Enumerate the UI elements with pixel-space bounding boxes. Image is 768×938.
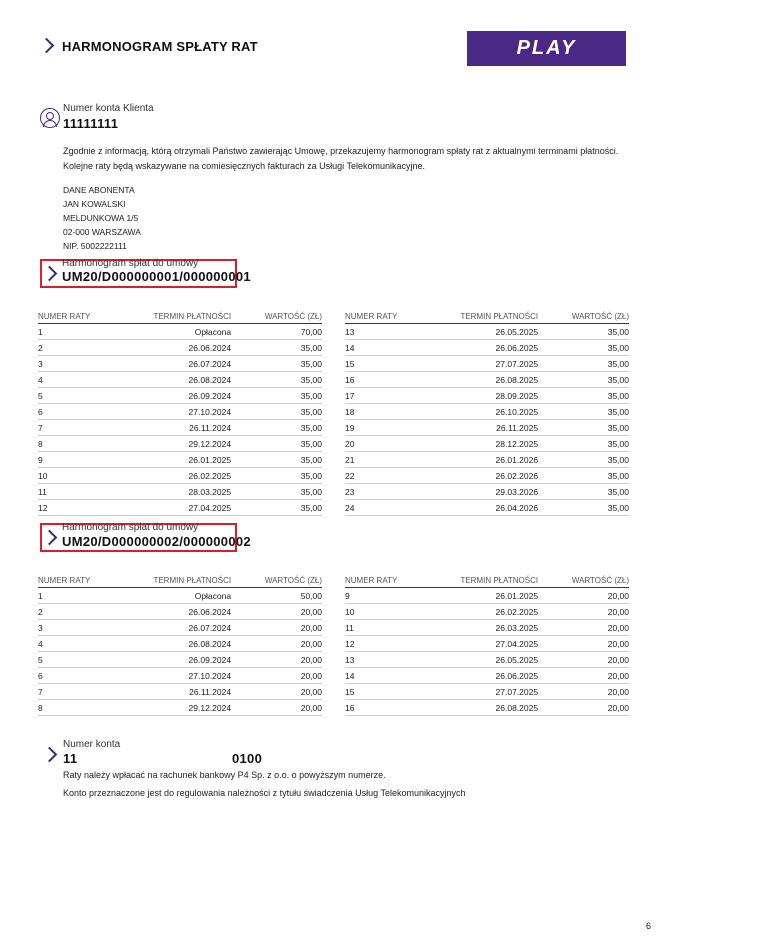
intro-line-2: Kolejne raty będą wskazywane na comiesięcznych fakturach za Usługi Telekomunikacyjne.: [63, 161, 426, 171]
due-date: 29.03.2026: [453, 484, 538, 500]
table-row: [38, 668, 322, 684]
user-icon: [40, 108, 60, 128]
table-row: [38, 500, 322, 516]
schedule-table-1-left: [38, 309, 322, 516]
table-row: [345, 420, 629, 436]
table-row: [345, 484, 629, 500]
amount: 20,00: [231, 700, 322, 716]
due-date: 26.08.2025: [453, 372, 538, 388]
table-row: [345, 436, 629, 452]
amount: 35,00: [231, 340, 322, 356]
table-row: [38, 468, 322, 484]
amount: 35,00: [538, 500, 629, 516]
due-date: 27.04.2025: [453, 636, 538, 652]
column-header-value: WARTOŚĆ (ZŁ): [231, 309, 322, 324]
table-row: [345, 324, 629, 340]
installment-number: 13: [345, 324, 453, 340]
due-date: 28.12.2025: [453, 436, 538, 452]
installment-number: 24: [345, 500, 453, 516]
table-header-row: [345, 573, 629, 588]
due-date: 26.07.2024: [146, 356, 231, 372]
account-number-label: Numer konta: [63, 739, 121, 750]
schedule-table-1-right: [345, 309, 629, 516]
table-header-row: [38, 573, 322, 588]
table-row: [38, 388, 322, 404]
due-date: 26.08.2024: [146, 372, 231, 388]
amount: 20,00: [538, 604, 629, 620]
schedule-table-2-left: [38, 573, 322, 716]
table-row: [345, 636, 629, 652]
amount: 35,00: [538, 356, 629, 372]
amount: 35,00: [231, 372, 322, 388]
table-row: [345, 404, 629, 420]
intro-line-1: Zgodnie z informacją, którą otrzymali Państwo zawierając Umowę, przekazujemy harmonogram spłaty rat z aktualnymi terminami płatności.: [63, 146, 619, 156]
chevron-right-icon: [42, 747, 58, 763]
amount: 35,00: [231, 356, 322, 372]
contract-1-number: UM20/D000000001/000000001: [62, 269, 251, 284]
installment-number: 8: [38, 436, 146, 452]
amount: 20,00: [538, 652, 629, 668]
due-date: 26.06.2025: [453, 340, 538, 356]
amount: 35,00: [538, 468, 629, 484]
due-date: 27.10.2024: [146, 668, 231, 684]
table-row: [38, 484, 322, 500]
schedule-table-2-right: [345, 573, 629, 716]
table-row: [38, 588, 322, 604]
due-date: 26.01.2025: [146, 452, 231, 468]
due-date: 26.01.2025: [453, 588, 538, 604]
amount: 35,00: [231, 468, 322, 484]
subscriber-street: MELDUNKOWA 1/5: [63, 213, 139, 223]
due-date: 26.09.2024: [146, 652, 231, 668]
table-row: [38, 372, 322, 388]
amount: 20,00: [538, 588, 629, 604]
logo-text: PLAY: [516, 37, 577, 59]
table-row: [345, 684, 629, 700]
due-date: 26.06.2025: [453, 668, 538, 684]
client-number: 11111111: [63, 116, 119, 131]
installment-number: 22: [345, 468, 453, 484]
due-date: Opłacona: [146, 588, 231, 604]
installment-number: 5: [38, 652, 146, 668]
due-date: 26.11.2025: [453, 420, 538, 436]
due-date: 28.03.2025: [146, 484, 231, 500]
amount: 20,00: [231, 636, 322, 652]
installment-number: 11: [345, 620, 453, 636]
installment-number: 8: [38, 700, 146, 716]
column-header-date: TERMIN PŁATNOŚCI: [146, 309, 231, 324]
subscriber-name: JAN KOWALSKI: [63, 199, 126, 209]
table-row: [345, 588, 629, 604]
table-row: [38, 684, 322, 700]
due-date: 26.08.2024: [146, 636, 231, 652]
table-row: [345, 668, 629, 684]
installment-number: 23: [345, 484, 453, 500]
amount: 20,00: [231, 668, 322, 684]
column-header-num: NUMER RATY: [38, 309, 146, 324]
table-row: [38, 436, 322, 452]
amount: 35,00: [538, 372, 629, 388]
amount: 70,00: [231, 324, 322, 340]
contract-2-number: UM20/D000000002/000000002: [62, 534, 251, 549]
installment-number: 11: [38, 484, 146, 500]
installment-number: 5: [38, 388, 146, 404]
amount: 20,00: [538, 700, 629, 716]
contract-1-label: Harmonogram spłat do umowy: [62, 258, 199, 269]
table-row: [38, 404, 322, 420]
due-date: 26.03.2025: [453, 620, 538, 636]
table-row: [38, 452, 322, 468]
column-header-num: NUMER RATY: [38, 573, 146, 588]
amount: 35,00: [231, 436, 322, 452]
due-date: 26.02.2025: [453, 604, 538, 620]
account-note-2: Konto przeznaczone jest do regulowania należności z tytułu świadczenia Usług Telekomunikacyjnych: [63, 788, 466, 798]
table-header-row: [345, 309, 629, 324]
table-row: [345, 604, 629, 620]
amount: 35,00: [231, 500, 322, 516]
due-date: 27.10.2024: [146, 404, 231, 420]
amount: 35,00: [538, 340, 629, 356]
table-row: [345, 500, 629, 516]
installment-number: 1: [38, 588, 146, 604]
column-header-date: TERMIN PŁATNOŚCI: [453, 573, 538, 588]
account-number-end: 0100: [232, 751, 263, 766]
due-date: 27.04.2025: [146, 500, 231, 516]
due-date: 27.07.2025: [453, 684, 538, 700]
amount: 20,00: [231, 604, 322, 620]
account-number-start: 11: [63, 751, 78, 766]
due-date: Opłacona: [146, 324, 231, 340]
subscriber-heading: DANE ABONENTA: [63, 185, 135, 195]
table-row: [38, 620, 322, 636]
play-logo: [467, 31, 626, 66]
installment-number: 19: [345, 420, 453, 436]
column-header-value: WARTOŚĆ (ZŁ): [231, 573, 322, 588]
amount: 35,00: [231, 404, 322, 420]
table-row: [345, 652, 629, 668]
amount: 20,00: [231, 620, 322, 636]
installment-number: 13: [345, 652, 453, 668]
installment-number: 14: [345, 340, 453, 356]
table-row: [38, 700, 322, 716]
due-date: 26.07.2024: [146, 620, 231, 636]
amount: 35,00: [231, 388, 322, 404]
installment-number: 10: [345, 604, 453, 620]
amount: 20,00: [538, 620, 629, 636]
table-row: [345, 620, 629, 636]
amount: 35,00: [538, 324, 629, 340]
table-row: [345, 356, 629, 372]
installment-number: 3: [38, 356, 146, 372]
amount: 20,00: [538, 636, 629, 652]
installment-number: 20: [345, 436, 453, 452]
amount: 35,00: [231, 420, 322, 436]
amount: 35,00: [231, 452, 322, 468]
amount: 35,00: [538, 388, 629, 404]
installment-number: 6: [38, 668, 146, 684]
column-header-date: TERMIN PŁATNOŚCI: [453, 309, 538, 324]
due-date: 26.06.2024: [146, 340, 231, 356]
installment-number: 2: [38, 604, 146, 620]
installment-number: 16: [345, 372, 453, 388]
installment-number: 7: [38, 420, 146, 436]
amount: 35,00: [538, 420, 629, 436]
due-date: 28.09.2025: [453, 388, 538, 404]
table-row: [345, 372, 629, 388]
amount: 35,00: [538, 452, 629, 468]
column-header-value: WARTOŚĆ (ZŁ): [538, 573, 629, 588]
table-row: [345, 452, 629, 468]
due-date: 26.02.2026: [453, 468, 538, 484]
due-date: 26.11.2024: [146, 420, 231, 436]
installment-number: 12: [345, 636, 453, 652]
amount: 20,00: [231, 652, 322, 668]
installment-number: 15: [345, 684, 453, 700]
due-date: 26.04.2026: [453, 500, 538, 516]
due-date: 26.09.2024: [146, 388, 231, 404]
due-date: 26.06.2024: [146, 604, 231, 620]
table-header-row: [38, 309, 322, 324]
table-row: [38, 604, 322, 620]
table-row: [38, 652, 322, 668]
installment-number: 17: [345, 388, 453, 404]
installment-number: 6: [38, 404, 146, 420]
installment-number: 2: [38, 340, 146, 356]
column-header-num: NUMER RATY: [345, 309, 453, 324]
due-date: 26.02.2025: [146, 468, 231, 484]
table-row: [38, 340, 322, 356]
due-date: 26.05.2025: [453, 324, 538, 340]
column-header-value: WARTOŚĆ (ZŁ): [538, 309, 629, 324]
table-row: [38, 356, 322, 372]
installment-number: 10: [38, 468, 146, 484]
due-date: 26.11.2024: [146, 684, 231, 700]
amount: 35,00: [538, 484, 629, 500]
column-header-num: NUMER RATY: [345, 573, 453, 588]
due-date: 29.12.2024: [146, 700, 231, 716]
amount: 20,00: [538, 684, 629, 700]
amount: 35,00: [231, 484, 322, 500]
due-date: 26.08.2025: [453, 700, 538, 716]
installment-number: 7: [38, 684, 146, 700]
installment-number: 4: [38, 372, 146, 388]
amount: 35,00: [538, 436, 629, 452]
contract-2-label: Harmonogram spłat do umowy: [62, 522, 199, 533]
installment-number: 14: [345, 668, 453, 684]
due-date: 27.07.2025: [453, 356, 538, 372]
installment-number: 15: [345, 356, 453, 372]
table-row: [38, 636, 322, 652]
column-header-date: TERMIN PŁATNOŚCI: [146, 573, 231, 588]
table-row: [345, 468, 629, 484]
table-row: [38, 324, 322, 340]
due-date: 26.10.2025: [453, 404, 538, 420]
due-date: 29.12.2024: [146, 436, 231, 452]
table-row: [345, 388, 629, 404]
installment-number: 16: [345, 700, 453, 716]
account-note-1: Raty należy wpłacać na rachunek bankowy P4 Sp. z o.o. o powyższym numerze.: [63, 770, 386, 780]
amount: 35,00: [538, 404, 629, 420]
table-row: [38, 420, 322, 436]
amount: 50,00: [231, 588, 322, 604]
client-number-label: Numer konta Klienta: [63, 103, 154, 114]
installment-number: 18: [345, 404, 453, 420]
installment-number: 12: [38, 500, 146, 516]
table-row: [345, 340, 629, 356]
subscriber-nip: NIP. 5002222111: [63, 241, 127, 251]
installment-number: 9: [345, 588, 453, 604]
page-title: HARMONOGRAM SPŁATY RAT: [62, 39, 258, 54]
page-number: 6: [646, 921, 652, 931]
installment-number: 9: [38, 452, 146, 468]
installment-number: 1: [38, 324, 146, 340]
installment-number: 4: [38, 636, 146, 652]
due-date: 26.01.2026: [453, 452, 538, 468]
amount: 20,00: [538, 668, 629, 684]
due-date: 26.05.2025: [453, 652, 538, 668]
chevron-right-icon: [39, 38, 55, 54]
subscriber-city: 02-000 WARSZAWA: [63, 227, 141, 237]
installment-number: 3: [38, 620, 146, 636]
table-row: [345, 700, 629, 716]
installment-number: 21: [345, 452, 453, 468]
amount: 20,00: [231, 684, 322, 700]
